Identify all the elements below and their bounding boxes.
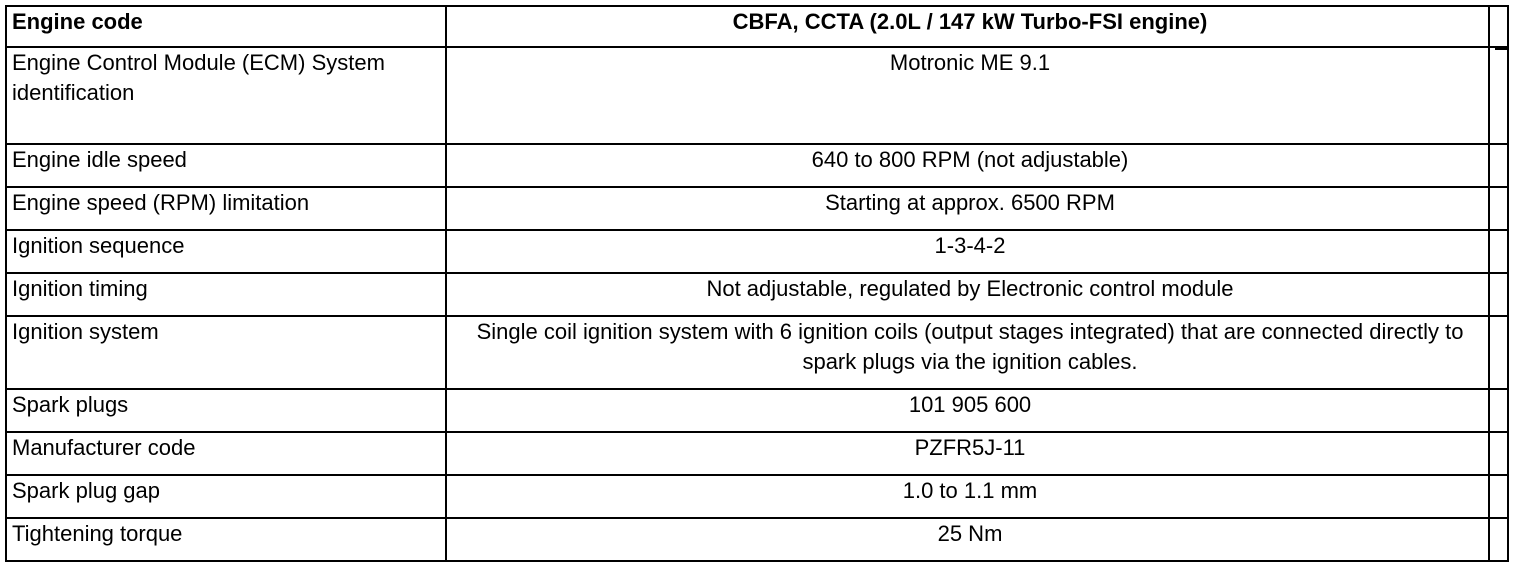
row-value-rpm-limitation: Starting at approx. 6500 RPM: [446, 187, 1489, 230]
row-side-cell: [1489, 475, 1508, 518]
row-label-tightening-torque: Tightening torque: [6, 518, 446, 561]
side-cell-part: [1495, 48, 1507, 50]
table-header-row: [6, 6, 1508, 47]
table-row: [6, 273, 1508, 316]
row-label-ignition-sequence: Ignition sequence: [6, 230, 446, 273]
table-row: [6, 47, 1508, 144]
row-label-manufacturer-code: Manufacturer code: [6, 432, 446, 475]
row-value-ignition-system: Single coil ignition system with 6 ignition coils (output stages integrated) that are connected directly to spark plugs via the ignition cables.: [446, 316, 1489, 389]
table-row: [6, 144, 1508, 187]
header-side-cell: [1489, 6, 1508, 47]
table-row: [6, 389, 1508, 432]
row-side-cell: [1489, 144, 1508, 187]
row-side-cell: [1489, 273, 1508, 316]
row-label-spark-plug-gap: Spark plug gap: [6, 475, 446, 518]
row-value-spark-plugs: 101 905 600: [446, 389, 1489, 432]
row-side-cell: [1489, 316, 1508, 389]
row-label-idle-speed: Engine idle speed: [6, 144, 446, 187]
row-value-ignition-timing: Not adjustable, regulated by Electronic control module: [446, 273, 1489, 316]
specifications-table: [5, 5, 1509, 562]
row-label-rpm-limitation: Engine speed (RPM) limitation: [6, 187, 446, 230]
table-row: [6, 475, 1508, 518]
table-row: [6, 432, 1508, 475]
row-label-ignition-timing: Ignition timing: [6, 273, 446, 316]
row-side-cell: [1489, 518, 1508, 561]
row-value-tightening-torque: 25 Nm: [446, 518, 1489, 561]
row-value-idle-speed: 640 to 800 RPM (not adjustable): [446, 144, 1489, 187]
row-side-cell: [1489, 187, 1508, 230]
header-value-cell: CBFA, CCTA (2.0L / 147 kW Turbo-FSI engine): [446, 6, 1489, 47]
table-row: [6, 518, 1508, 561]
header-label-cell: Engine code: [6, 6, 446, 47]
table-row: [6, 230, 1508, 273]
row-label-ignition-system: Ignition system: [6, 316, 446, 389]
table-row: [6, 316, 1508, 389]
row-value-spark-plug-gap: 1.0 to 1.1 mm: [446, 475, 1489, 518]
side-cell-split: [1495, 48, 1507, 50]
row-side-cell: [1489, 47, 1508, 144]
row-label-ecm-identification: Engine Control Module (ECM) System identification: [6, 47, 446, 144]
table-row: [6, 187, 1508, 230]
row-side-cell: [1489, 230, 1508, 273]
row-value-manufacturer-code: PZFR5J-11: [446, 432, 1489, 475]
row-label-spark-plugs: Spark plugs: [6, 389, 446, 432]
row-side-cell: [1489, 432, 1508, 475]
row-value-ecm-identification: Motronic ME 9.1: [446, 47, 1489, 144]
row-value-ignition-sequence: 1-3-4-2: [446, 230, 1489, 273]
row-side-cell: [1489, 389, 1508, 432]
